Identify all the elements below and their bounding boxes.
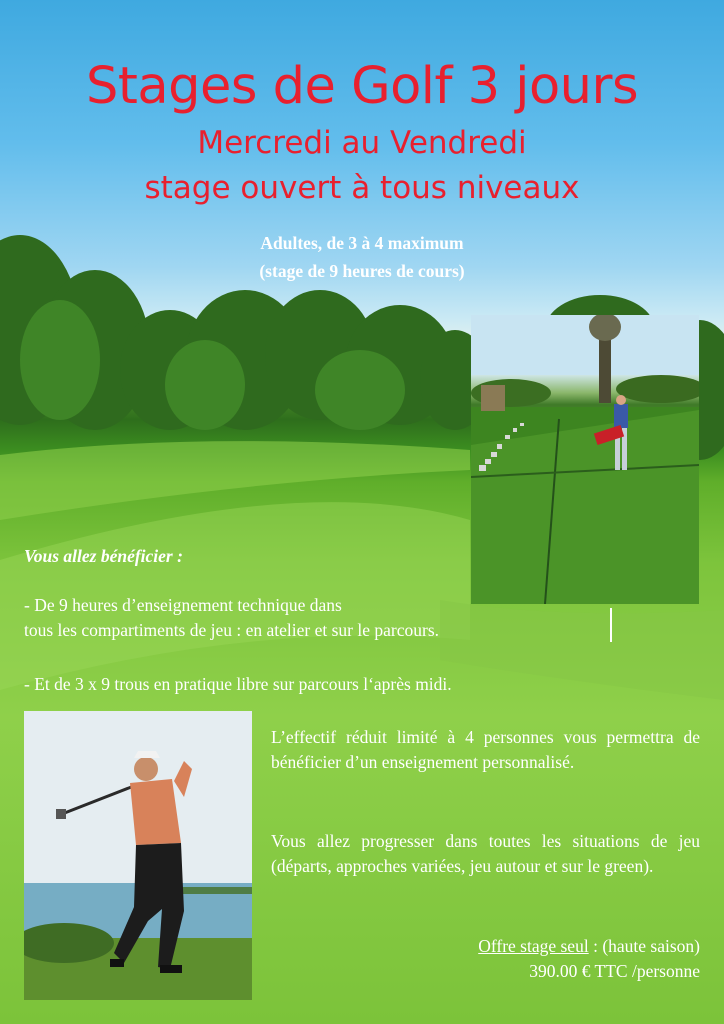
schedule-subtitle: Mercredi au Vendredi: [197, 125, 527, 161]
offer-line: [478, 934, 700, 959]
duration-info: (stage de 9 heures de cours): [259, 261, 465, 281]
offer-condition: (haute saison): [602, 936, 700, 956]
small-group-paragraph: L’effectif réduit limité à 4 personnes vous permettra de bénéficier d’un enseignement personnalisé.: [271, 727, 700, 772]
benefit-2: - Et de 3 x 9 trous en pratique libre sur parcours l‘après midi.: [24, 674, 452, 694]
offer-separator: :: [588, 936, 603, 956]
benefit-1-line-1: - De 9 heures d’enseignement technique dans: [24, 595, 342, 615]
benefit-1-line-2: tous les compartiments de jeu : en atelier et sur le parcours.: [24, 620, 440, 640]
offer-block: [478, 934, 700, 984]
page-title: Stages de Golf 3 jours: [85, 57, 639, 116]
golfer-swing-photo: [24, 711, 252, 1000]
level-subtitle: stage ouvert à tous niveaux: [144, 170, 580, 206]
benefits-heading: Vous allez bénéficier :: [24, 546, 183, 566]
offer-price: 390.00 € TTC /personne: [529, 961, 700, 981]
offer-label: Offre stage seul: [478, 936, 589, 956]
group-size-info: Adultes, de 3 à 4 maximum: [260, 233, 464, 253]
practice-tee-photo: [471, 315, 699, 604]
progress-paragraph: Vous allez progresser dans toutes les situations de jeu (départs, approches variées, jeu autour et sur le green).: [271, 831, 700, 876]
